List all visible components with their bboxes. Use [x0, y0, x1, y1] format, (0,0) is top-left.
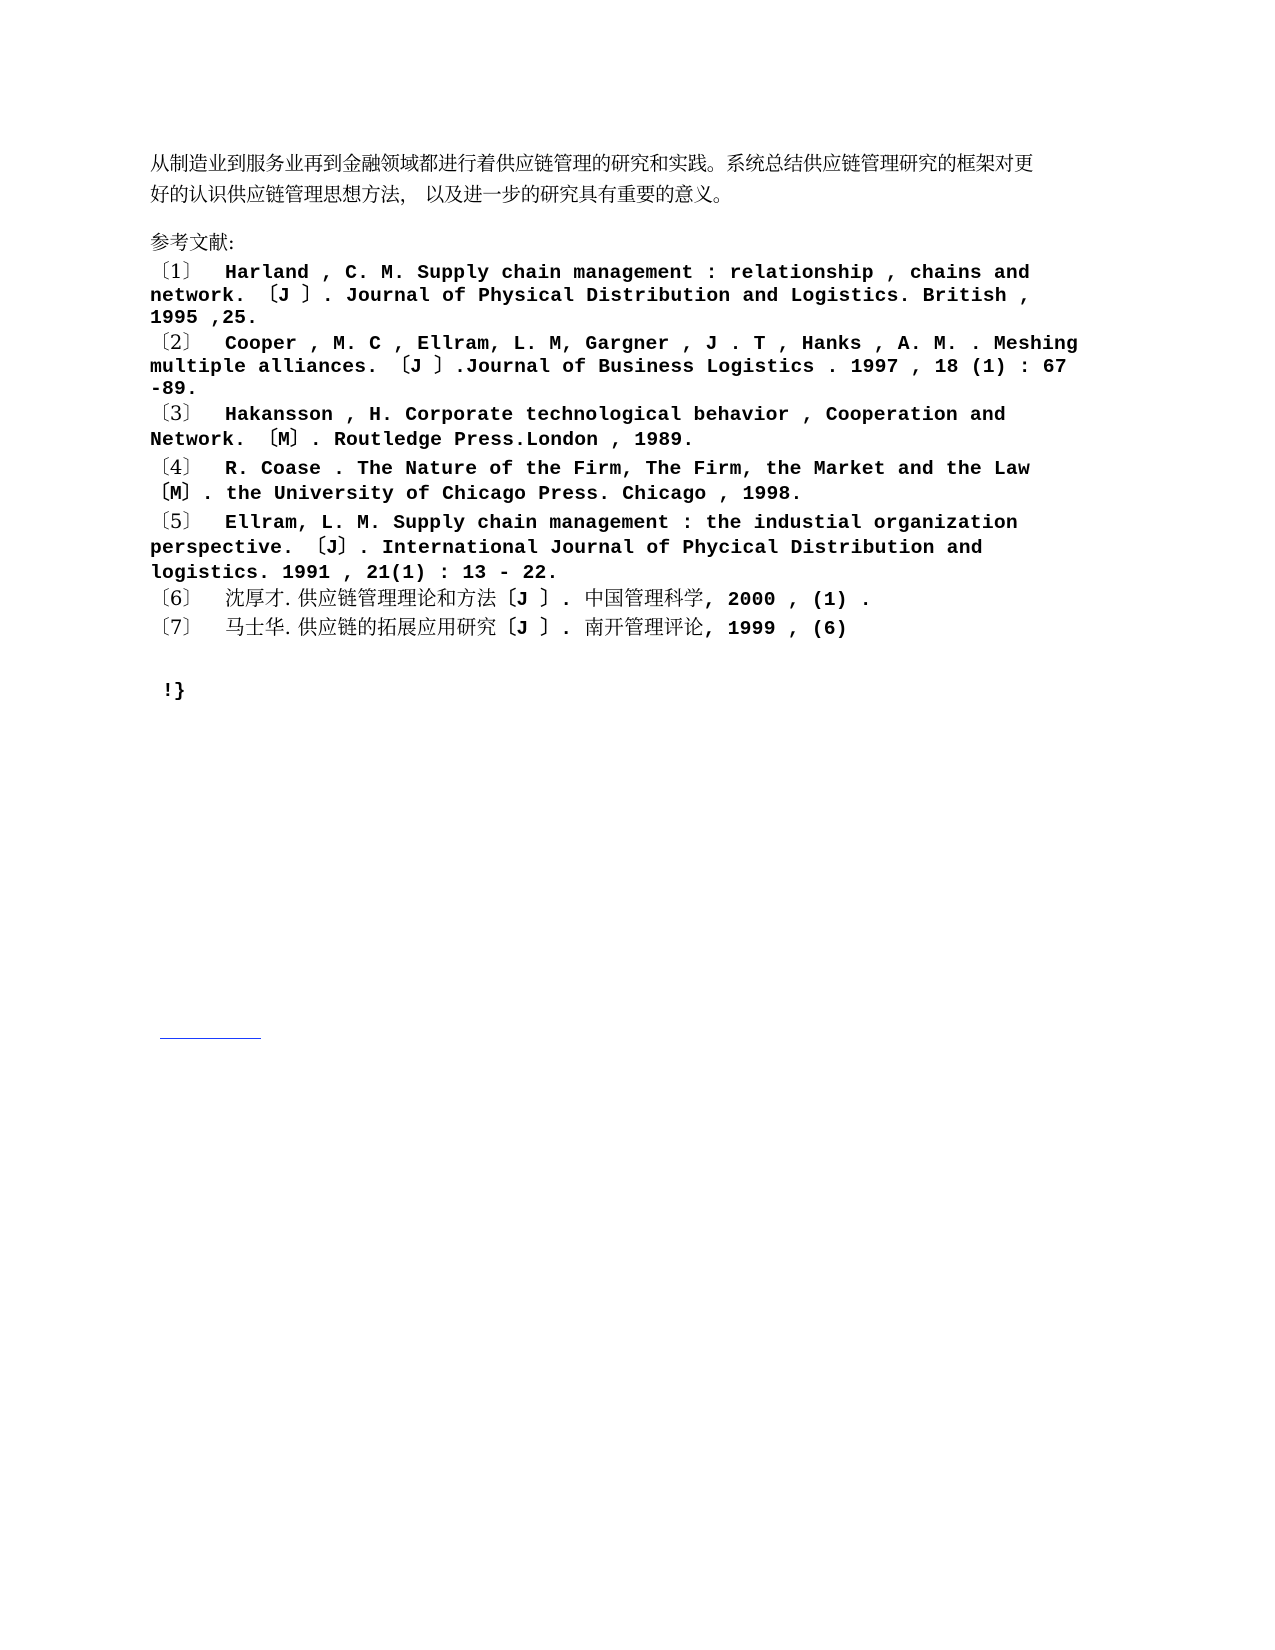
reference-line: 1995 ,25. [150, 307, 259, 329]
reference-year: , 2000 , (1) . [703, 589, 872, 611]
reference-line: Ellram, L. M. Supply chain management : the industial organization [225, 512, 1018, 534]
references-list [150, 258, 1150, 642]
trailing-marks: !} [162, 680, 186, 702]
reference-line: Network. 〔M〕. Routledge Press.London , 1989. [150, 429, 695, 451]
reference-line: perspective. 〔J〕. International Journal of Phycical Distribution and [150, 537, 983, 559]
reference-line: Cooper , M. C , Ellram, L. M, Gargner , J . T , Hanks , A. M. . Meshing [225, 333, 1079, 355]
reference-number: 〔4〕 [150, 456, 203, 479]
references-heading: 参考文献: [150, 231, 235, 254]
reference-number: 〔6〕 [150, 587, 203, 610]
reference-number: 〔1〕 [150, 260, 203, 283]
reference-item-7 [150, 613, 1150, 642]
body-paragraph [150, 148, 1140, 210]
reference-line: R. Coase . The Nature of the Firm, The Firm, the Market and the Law [225, 458, 1030, 480]
reference-number: 〔2〕 [150, 331, 203, 354]
reference-item-4 [150, 454, 1150, 508]
reference-line: Hakansson , H. Corporate technological behavior , Cooperation and [225, 404, 1006, 426]
body-line-2: 好的认识供应链管理思想方法， 以及进一步的研究具有重要的意义。 [150, 183, 732, 206]
reference-author-title: 马士华. 供应链的拓展应用研究 [225, 616, 497, 639]
reference-number: 〔7〕 [150, 616, 203, 639]
reference-item-1 [150, 258, 1150, 329]
reference-number: 〔5〕 [150, 510, 203, 533]
reference-line: Harland , C. M. Supply chain management : relationship , chains and [225, 262, 1030, 284]
reference-line: -89. [150, 378, 199, 400]
reference-year: , 1999 , (6) [703, 618, 848, 640]
reference-source: 南开管理评论 [584, 616, 704, 639]
reference-type: 〔J 〕. [496, 589, 585, 611]
reference-item-3 [150, 400, 1150, 454]
reference-line: 〔M〕. the University of Chicago Press. Chicago , 1998. [150, 483, 803, 505]
reference-line: logistics. 1991 , 21(1) : 13 - 22. [150, 562, 559, 584]
hyperlink-underline[interactable] [160, 1038, 261, 1039]
reference-item-5 [150, 508, 1150, 584]
reference-item-2 [150, 329, 1150, 400]
reference-line: multiple alliances. 〔J 〕.Journal of Business Logistics . 1997 , 18 (1) : 67 [150, 356, 1067, 378]
reference-author-title: 沈厚才. 供应链管理理论和方法 [225, 587, 497, 610]
reference-item-6 [150, 584, 1150, 613]
body-line-1: 从制造业到服务业再到金融领域都进行着供应链管理的研究和实践。系统总结供应链管理研究的框架对更 [150, 152, 1034, 175]
reference-line: network. 〔J 〕. Journal of Physical Distribution and Logistics. British , [150, 285, 1031, 307]
reference-source: 中国管理科学 [584, 587, 704, 610]
reference-type: 〔J 〕. [496, 618, 585, 640]
reference-number: 〔3〕 [150, 402, 203, 425]
